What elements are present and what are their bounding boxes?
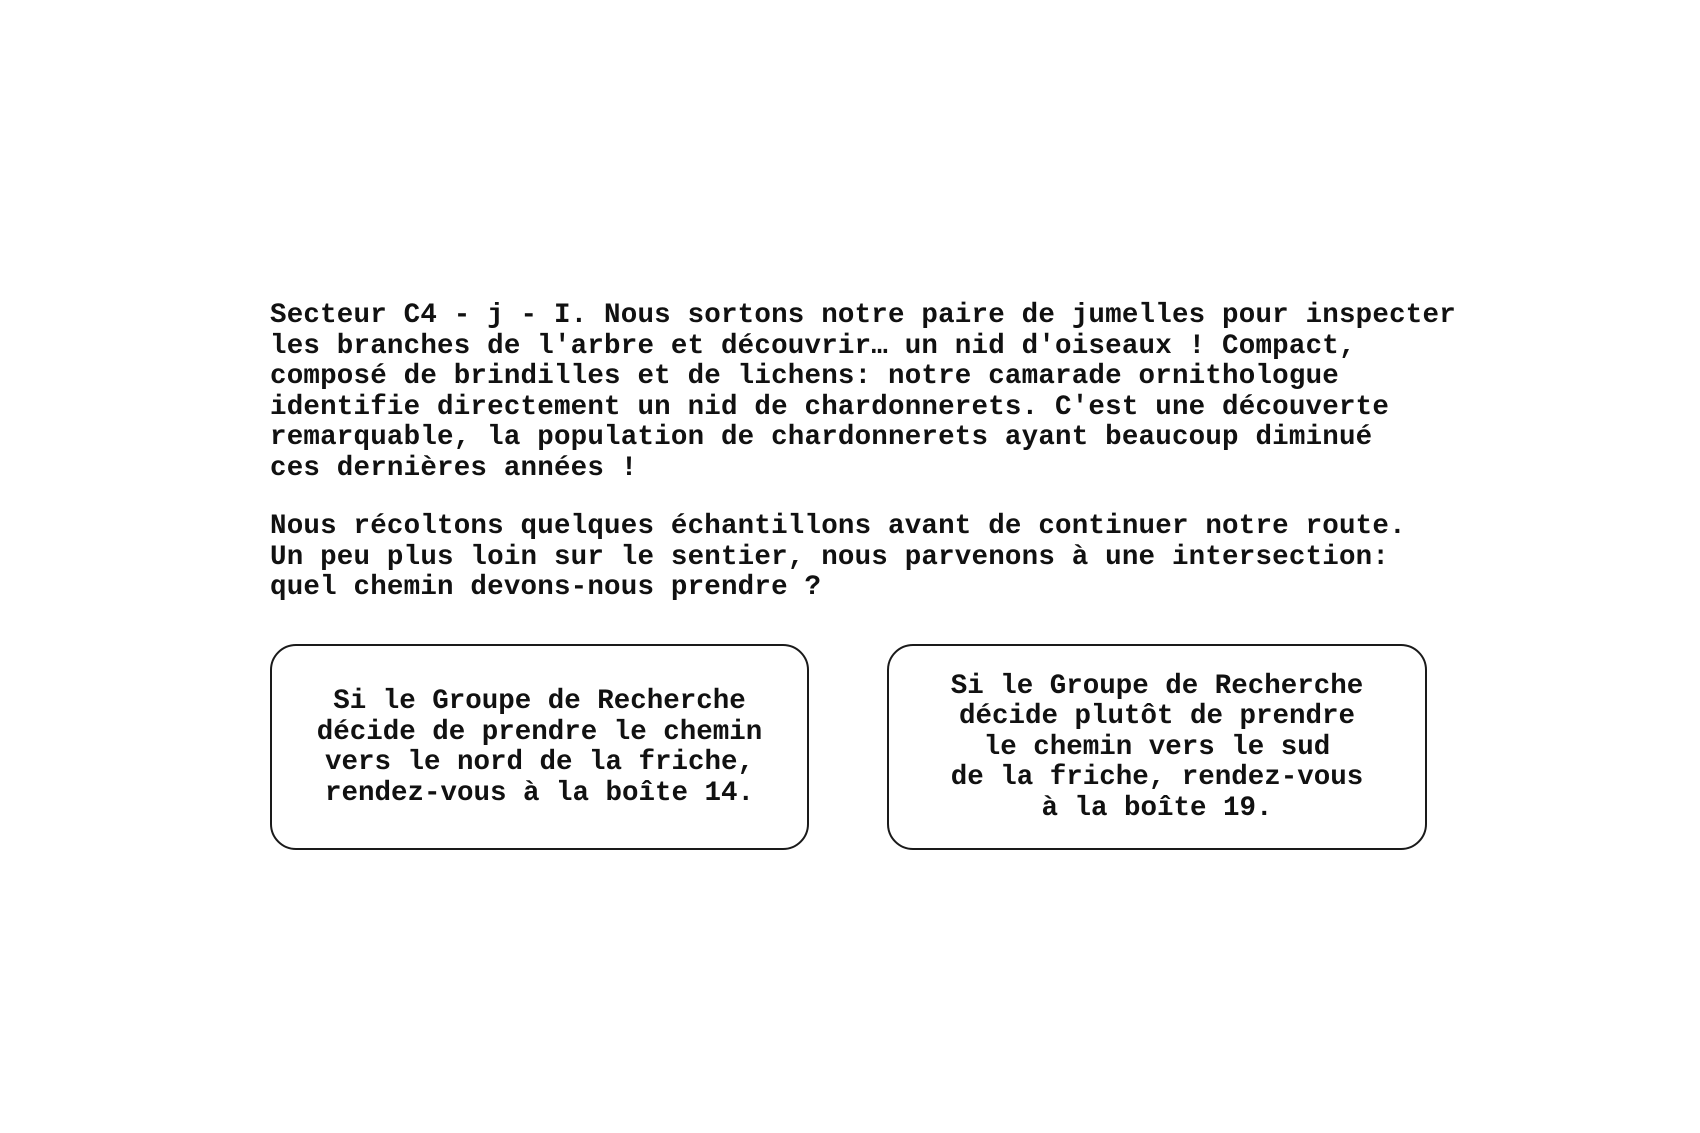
choice-line: décide de prendre le chemin xyxy=(316,716,763,748)
paragraph-line: les branches de l'arbre et découvrir… un nid d'oiseaux ! Compact, xyxy=(270,330,1356,362)
choice-line: rendez-vous à la boîte 14. xyxy=(324,777,755,809)
choice-box-north xyxy=(270,644,809,850)
paragraph-line: ces dernières années ! xyxy=(270,452,638,484)
paragraph-line: Un peu plus loin sur le sentier, nous parvenons à une intersection: xyxy=(270,541,1390,573)
paragraph-line: Secteur C4 - j - I. Nous sortons notre paire de jumelles pour inspecter xyxy=(270,300,1456,331)
story-paragraph-intersection xyxy=(270,512,1450,604)
choice-box-south xyxy=(887,644,1427,850)
choice-line: de la friche, rendez-vous xyxy=(950,762,1364,794)
paragraph-line: Nous récoltons quelques échantillons avant de continuer notre route. xyxy=(270,511,1406,542)
story-paragraph-sector xyxy=(270,300,1456,484)
choice-line: Si le Groupe de Recherche xyxy=(333,686,746,717)
choice-line: décide plutôt de prendre xyxy=(958,701,1356,733)
paragraph-line: composé de brindilles et de lichens: notre camarade ornithologue xyxy=(270,361,1339,392)
choice-line: Si le Groupe de Recherche xyxy=(950,670,1364,702)
paragraph-line: remarquable, la population de chardonnerets ayant beaucoup diminué xyxy=(270,422,1373,453)
paragraph-line: quel chemin devons-nous prendre ? xyxy=(270,572,822,603)
paragraph-line: identifie directement un nid de chardonnerets. C'est une découverte xyxy=(270,391,1390,423)
choice-line: vers le nord de la friche, xyxy=(324,747,755,778)
choice-line: le chemin vers le sud xyxy=(983,731,1331,763)
choice-line: à la boîte 19. xyxy=(1041,792,1273,824)
